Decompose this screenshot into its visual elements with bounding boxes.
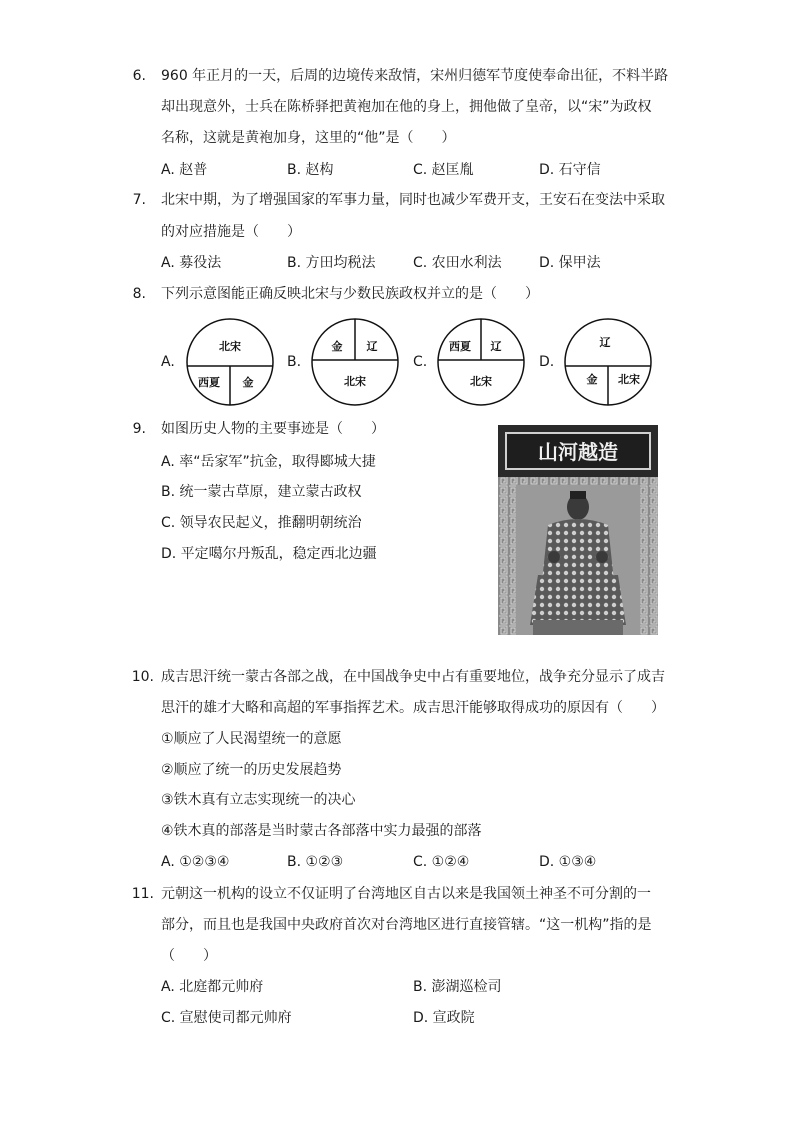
- option-d[interactable]: D. 平定噶尔丹叛乱，稳定西北边疆: [161, 546, 377, 562]
- diagram-d[interactable]: [562, 318, 654, 406]
- plaque-text: 山河越造: [538, 440, 618, 464]
- option-b[interactable]: B.: [287, 354, 302, 370]
- question-number: 11.: [131, 886, 154, 902]
- option-c[interactable]: C. ①②④: [413, 854, 470, 870]
- diagram-label: 北宋: [344, 375, 366, 388]
- option-d[interactable]: D. 石守信: [539, 162, 601, 178]
- historical-figure-photo: [498, 425, 658, 635]
- question-text-line: 北宋中期，为了增强国家的军事力量，同时也减少军费开支，王安石在变法中采取: [161, 192, 665, 208]
- statement-item: ②顺应了统一的历史发展趋势: [161, 762, 342, 778]
- statement-item: ④铁木真的部落是当时蒙古各部落中实力最强的部落: [161, 823, 482, 839]
- option-a[interactable]: A.: [161, 354, 175, 370]
- option-a[interactable]: A. 率“岳家军”抗金，取得郾城大捷: [161, 454, 376, 470]
- diagram-label: 金: [331, 340, 343, 353]
- diagram-label: 金: [586, 373, 598, 386]
- question-text-line: 下列示意图能正确反映北宋与少数民族政权并立的是（ ）: [161, 286, 539, 302]
- diagram-label: 西夏: [198, 376, 220, 389]
- question-text-line: 却出现意外，士兵在陈桥驿把黄袍加在他的身上，拥他做了皇帝，以“宋”为政权: [161, 99, 652, 115]
- option-d[interactable]: D. ①③④: [539, 854, 597, 870]
- option-c[interactable]: C. 赵匡胤: [413, 162, 474, 178]
- option-b[interactable]: B. 赵构: [287, 162, 334, 178]
- diagram-label: 北宋: [219, 340, 241, 353]
- question-number: 10.: [131, 669, 154, 685]
- question-text-line: 960 年正月的一天，后周的边境传来敌情，宋州归德军节度使奉命出征，不料半路: [161, 68, 669, 84]
- diagram-label: 辽: [366, 340, 378, 353]
- diagram-c[interactable]: [435, 318, 527, 406]
- option-c[interactable]: C.: [413, 354, 428, 370]
- option-d[interactable]: D. 保甲法: [539, 255, 601, 271]
- diagram-label: 西夏: [449, 340, 471, 353]
- option-b[interactable]: B. 统一蒙古草原，建立蒙古政权: [161, 484, 362, 500]
- option-c[interactable]: C. 宣慰使司都元帅府: [161, 1010, 292, 1026]
- question-text-line: 名称，这就是黄袍加身，这里的“他”是（ ）: [161, 130, 456, 146]
- option-d[interactable]: D. 宣政院: [413, 1010, 475, 1026]
- option-c[interactable]: C. 领导农民起义，推翻明朝统治: [161, 515, 362, 531]
- question-text-line: 的对应措施是（ ）: [161, 224, 301, 240]
- option-b[interactable]: B. ①②③: [287, 854, 344, 870]
- question-text-line: 成吉思汗统一蒙古各部之战，在中国战争史中占有重要地位，战争充分显示了成吉: [161, 669, 665, 685]
- diagram-label: 北宋: [470, 375, 492, 388]
- option-a[interactable]: A. 赵普: [161, 162, 208, 178]
- question-number: 8.: [132, 286, 146, 302]
- question-number: 9.: [132, 421, 146, 437]
- option-a[interactable]: A. ①②③④: [161, 854, 230, 870]
- option-a[interactable]: A. 北庭都元帅府: [161, 979, 264, 995]
- question-text-line: （ ）: [161, 948, 217, 964]
- diagram-a[interactable]: [184, 318, 276, 406]
- option-c[interactable]: C. 农田水利法: [413, 255, 502, 271]
- statement-item: ③铁木真有立志实现统一的决心: [161, 792, 356, 808]
- question-text-line: 思汗的雄才大略和高超的军事指挥艺术。成吉思汗能够取得成功的原因有（ ）: [161, 700, 665, 716]
- question-number: 6.: [132, 68, 146, 84]
- option-b[interactable]: B. 澎湖巡检司: [413, 979, 502, 995]
- option-d[interactable]: D.: [539, 354, 555, 370]
- diagram-label: 辽: [599, 336, 611, 349]
- question-text-line: 如图历史人物的主要事迹是（ ）: [161, 421, 385, 437]
- diagram-b[interactable]: [309, 318, 401, 406]
- question-text-line: 元朝这一机构的设立不仅证明了台湾地区自古以来是我国领土神圣不可分割的一: [161, 886, 651, 902]
- statement-item: ①顺应了人民渴望统一的意愿: [161, 731, 342, 747]
- option-a[interactable]: A. 募役法: [161, 255, 222, 271]
- option-b[interactable]: B. 方田均税法: [287, 255, 376, 271]
- question-number: 7.: [132, 192, 146, 208]
- diagram-label: 辽: [490, 340, 502, 353]
- diagram-label: 北宋: [618, 373, 640, 386]
- diagram-label: 金: [242, 376, 254, 389]
- question-text-line: 部分，而且也是我国中央政府首次对台湾地区进行直接管辖。“这一机构”指的是: [161, 917, 652, 933]
